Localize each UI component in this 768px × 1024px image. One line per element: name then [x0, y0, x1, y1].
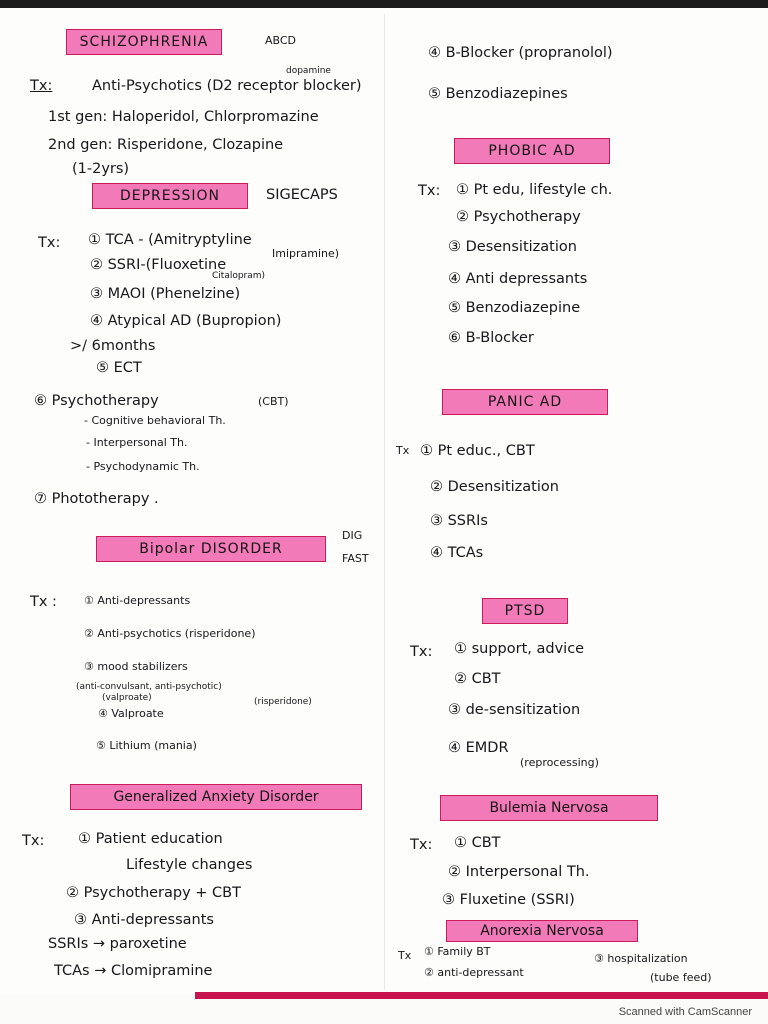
gad-item: ② Psychotherapy + CBT: [66, 885, 241, 901]
schizophrenia-tx-text: Anti-Psychotics (D2 receptor blocker): [92, 78, 362, 94]
anxiety-continued-item: ④ B-Blocker (propranolol): [428, 45, 613, 61]
ptsd-title: PTSD: [504, 603, 546, 619]
scan-top-edge: [0, 0, 768, 8]
bulimia-item: ① CBT: [454, 835, 501, 851]
bulimia-item: ② Interpersonal Th.: [448, 864, 590, 880]
schizophrenia-header: [66, 29, 222, 55]
bipolar-title: Bipolar DISORDER: [139, 541, 283, 557]
gad-title: Generalized Anxiety Disorder: [113, 789, 319, 805]
panic-item: ④ TCAs: [430, 545, 484, 561]
bipolar-item: ⑤ Lithium (mania): [96, 739, 197, 752]
bulimia-item: ③ Fluxetine (SSRI): [442, 892, 575, 908]
gad-item: ③ Anti-depressants: [74, 912, 214, 928]
anxiety-continued-item: ⑤ Benzodiazepines: [428, 86, 568, 102]
ptsd-item: ① support, advice: [454, 641, 585, 657]
bipolar-item: ① Anti-depressants: [84, 594, 191, 607]
ptsd-item: ② CBT: [454, 671, 501, 687]
anorexia-item: ③ hospitalization: [594, 952, 688, 965]
panic-tx-label: Tx: [396, 444, 410, 457]
depression-item: ③ MAOI (Phenelzine): [90, 286, 241, 302]
anorexia-item: (tube feed): [650, 971, 712, 984]
bulimia-tx-label: Tx:: [410, 837, 433, 853]
depression-item: ① TCA - (Amitryptyline: [88, 232, 252, 248]
depression-item: ④ Atypical AD (Bupropion): [90, 313, 282, 329]
schizophrenia-tx-label: Tx:: [30, 78, 53, 94]
gad-tx-label: Tx:: [22, 833, 45, 849]
bipolar-item: ③ mood stabilizers: [84, 660, 188, 673]
depression-title: DEPRESSION: [119, 188, 221, 204]
panic-header: [442, 389, 608, 415]
depression-item: ⑦ Phototherapy .: [34, 491, 159, 507]
depression-item: - Psychodynamic Th.: [86, 460, 200, 473]
schizophrenia-duration: (1-2yrs): [72, 161, 130, 177]
schizophrenia-mnemonic: ABCD: [265, 34, 297, 47]
bipolar-item: (risperidone): [254, 697, 312, 707]
gad-item: Lifestyle changes: [126, 857, 253, 873]
depression-item: ② SSRI-(Fluoxetine: [90, 257, 227, 273]
depression-item: >/ 6months: [70, 338, 156, 354]
phobic-item: ④ Anti depressants: [448, 271, 588, 287]
page-fold-line: [384, 14, 385, 990]
depression-item: Citalopram): [212, 271, 266, 281]
depression-mnemonic: SIGECAPS: [266, 187, 338, 203]
ptsd-item: ④ EMDR: [448, 740, 509, 756]
bipolar-tx-label: Tx :: [30, 594, 57, 610]
depression-item: - Interpersonal Th.: [86, 436, 188, 449]
phobic-item: ① Pt edu, lifestyle ch.: [456, 182, 613, 198]
bipolar-mnemonic: DIG: [342, 529, 363, 542]
anorexia-title: Anorexia Nervosa: [480, 923, 604, 939]
panic-item: ② Desensitization: [430, 479, 559, 495]
phobic-item: ② Psychotherapy: [456, 209, 581, 225]
schizophrenia-second-gen: 2nd gen: Risperidone, Clozapine: [48, 137, 284, 153]
panic-title: PANIC AD: [487, 394, 563, 410]
depression-item: (CBT): [258, 395, 289, 408]
schizophrenia-first-gen: 1st gen: Haloperidol, Chlorpromazine: [48, 109, 319, 125]
bipolar-mnemonic: FAST: [342, 552, 369, 565]
gad-item: ① Patient education: [78, 831, 223, 847]
panic-item: ① Pt educ., CBT: [420, 443, 535, 459]
phobic-title: PHOBIC AD: [488, 143, 576, 159]
bipolar-item: ④ Valproate: [98, 707, 164, 720]
ptsd-tx-label: Tx:: [410, 644, 433, 660]
ptsd-header: [482, 598, 568, 624]
phobic-header: [454, 138, 610, 164]
scan-bottom-edge: [195, 992, 768, 999]
gad-header: [70, 784, 362, 810]
depression-item: - Cognitive behavioral Th.: [84, 414, 226, 427]
phobic-item: ⑥ B-Blocker: [448, 330, 534, 346]
bulimia-title: Bulemia Nervosa: [489, 800, 609, 816]
depression-item: ⑤ ECT: [96, 360, 142, 376]
anorexia-item: ② anti-depressant: [424, 966, 524, 979]
panic-item: ③ SSRIs: [430, 513, 488, 529]
phobic-item: ⑤ Benzodiazepine: [448, 300, 581, 316]
bipolar-item: ② Anti-psychotics (risperidone): [84, 627, 256, 640]
anorexia-item: ① Family BT: [424, 945, 491, 958]
gad-item: TCAs → Clomipramine: [54, 963, 213, 979]
depression-item: Imipramine): [272, 247, 340, 260]
bipolar-header: [96, 536, 326, 562]
phobic-item: ③ Desensitization: [448, 239, 577, 255]
anorexia-header: [446, 920, 638, 942]
bipolar-item: (anti-convulsant, anti-psychotic): [76, 682, 222, 692]
phobic-tx-label: Tx:: [418, 183, 441, 199]
anorexia-tx-label: Tx: [398, 949, 412, 962]
depression-item: ⑥ Psychotherapy: [34, 393, 159, 409]
schizophrenia-tx-note: dopamine: [286, 66, 331, 76]
depression-tx-label: Tx:: [38, 235, 61, 251]
gad-item: SSRIs → paroxetine: [48, 936, 187, 952]
scanner-watermark: Scanned with CamScanner: [618, 1006, 752, 1018]
bipolar-item: (valproate): [102, 693, 152, 703]
depression-header: [92, 183, 248, 209]
bulimia-header: [440, 795, 658, 821]
ptsd-item: (reprocessing): [520, 756, 599, 769]
schizophrenia-title: SCHIZOPHRENIA: [79, 34, 209, 50]
ptsd-item: ③ de-sensitization: [448, 702, 581, 718]
